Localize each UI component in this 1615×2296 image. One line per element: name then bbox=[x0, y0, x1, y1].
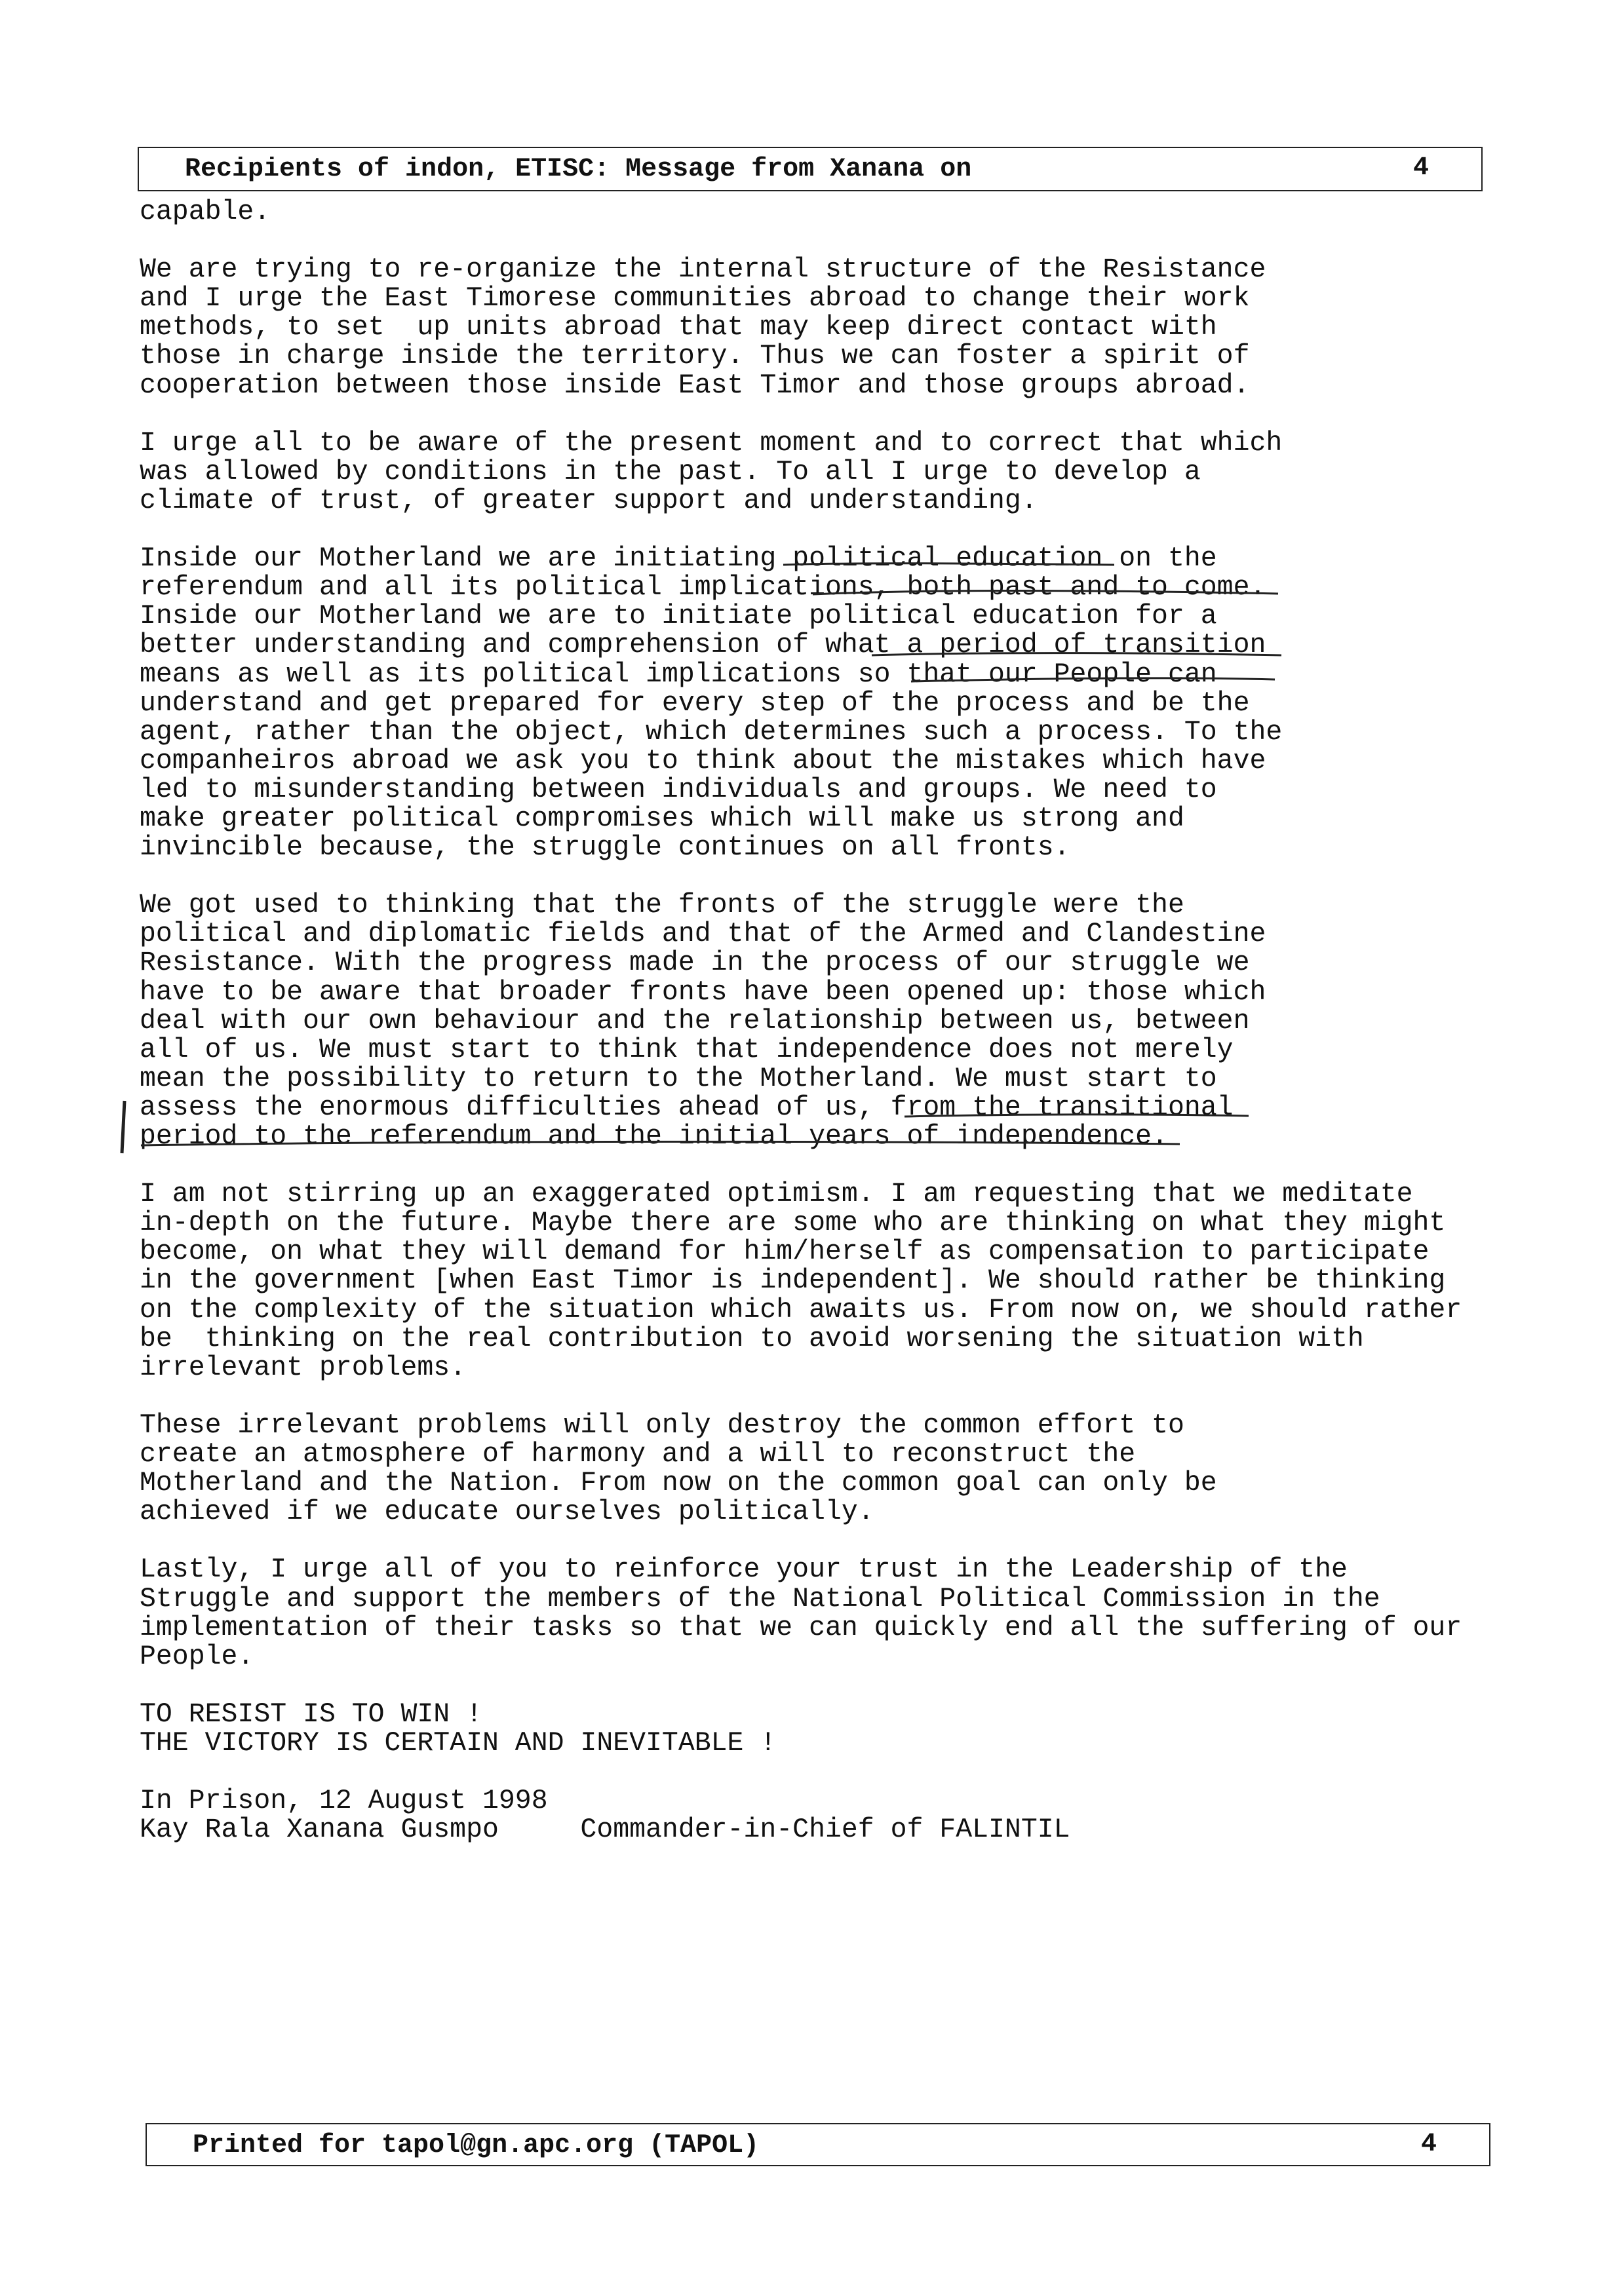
paragraph bbox=[140, 891, 1462, 1151]
text-line: all of us. We must start to think that independence does not merely bbox=[140, 1034, 1234, 1065]
text-line: I urge all to be aware of the present moment and to correct that which bbox=[140, 427, 1283, 459]
paragraph bbox=[140, 545, 1462, 862]
text-line: in-depth on the future. Maybe there are some who are thinking on what they might bbox=[140, 1208, 1446, 1239]
text-line: achieved if we educate ourselves politically. bbox=[140, 1497, 874, 1528]
paragraph bbox=[140, 1700, 1462, 1758]
text-line: Kay Rala Xanana Gusmpo Commander-in-Chief of FALINTIL bbox=[140, 1814, 1070, 1846]
text-line: climate of trust, of greater support and understanding. bbox=[140, 485, 1038, 516]
text-line: have to be aware that broader fronts have been opened up: those which bbox=[140, 976, 1266, 1008]
header-title: Recipients of indon, ETISC: Message from Xanana on bbox=[185, 155, 972, 184]
text-line: cooperation between those inside East Timor and those groups abroad. bbox=[140, 370, 1250, 401]
text-line: I am not stirring up an exaggerated optimism. I am requesting that we meditate bbox=[140, 1179, 1413, 1210]
paragraph bbox=[140, 1411, 1462, 1527]
text-line: TO RESIST IS TO WIN ! bbox=[140, 1698, 482, 1730]
text-line: create an atmosphere of harmony and a will to reconstruct the bbox=[140, 1439, 1136, 1470]
text-line: These irrelevant problems will only destroy the common effort to bbox=[140, 1409, 1184, 1441]
text-line: assess the enormous difficulties ahead of us, from the transitional bbox=[140, 1092, 1234, 1123]
text-line: methods, to set up units abroad that may keep direct contact with bbox=[140, 312, 1217, 343]
text-line: understand and get prepared for every step of the process and be the bbox=[140, 687, 1250, 719]
text-line: mean the possibility to return to the Motherland. We must start to bbox=[140, 1063, 1217, 1094]
text-line: companheiros abroad we ask you to think about the mistakes which have bbox=[140, 745, 1266, 776]
text-line: led to misunderstanding between individuals and groups. We need to bbox=[140, 774, 1217, 805]
paragraph bbox=[140, 256, 1462, 400]
text-line: THE VICTORY IS CERTAIN AND INEVITABLE ! bbox=[140, 1727, 777, 1759]
text-line: referendum and all its political implications, both past and to come. bbox=[140, 572, 1266, 603]
text-line: People. bbox=[140, 1641, 254, 1672]
footer-title: Printed for tapol@gn.apc.org (TAPOL) bbox=[193, 2131, 760, 2160]
text-line: in the government [when East Timor is independent]. We should rather be thinking bbox=[140, 1265, 1446, 1297]
text-line: those in charge inside the territory. Thus we can foster a spirit of bbox=[140, 341, 1250, 372]
text-line: and I urge the East Timorese communities abroad to change their work bbox=[140, 283, 1250, 315]
text-line: We are trying to re-organize the internal structure of the Resistance bbox=[140, 254, 1266, 286]
text-line: become, on what they will demand for him/herself as compensation to participate bbox=[140, 1236, 1430, 1268]
text-line: Motherland and the Nation. From now on the common goal can only be bbox=[140, 1468, 1217, 1499]
margin-bracket bbox=[122, 1101, 125, 1153]
text-line: Resistance. With the progress made in the process of our struggle we bbox=[140, 947, 1250, 979]
text-line: agent, rather than the object, which determines such a process. To the bbox=[140, 716, 1283, 748]
paragraph bbox=[140, 1787, 1462, 1845]
text-line: on the complexity of the situation which awaits us. From now on, we should rather bbox=[140, 1294, 1462, 1326]
text-line: implementation of their tasks so that we can quickly end all the suffering of our bbox=[140, 1612, 1462, 1643]
text-line: capable. bbox=[140, 197, 271, 227]
text-line: In Prison, 12 August 1998 bbox=[140, 1786, 548, 1817]
text-line: irrelevant problems. bbox=[140, 1352, 467, 1383]
document-body bbox=[140, 198, 1462, 1873]
text-line: make greater political compromises which will make us strong and bbox=[140, 803, 1184, 834]
text-line: better understanding and comprehension of what a period of transition bbox=[140, 630, 1266, 661]
paragraph bbox=[140, 429, 1462, 516]
text-line: Inside our Motherland we are to initiate political education for a bbox=[140, 601, 1217, 632]
paragraph bbox=[140, 1556, 1462, 1671]
page-footer bbox=[146, 2123, 1490, 2166]
text-line: be thinking on the real contribution to avoid worsening the situation with bbox=[140, 1323, 1364, 1354]
footer-page-number: 4 bbox=[1420, 2130, 1437, 2159]
text-line: We got used to thinking that the fronts of the struggle were the bbox=[140, 890, 1184, 921]
text-line: invincible because, the struggle continues on all fronts. bbox=[140, 832, 1070, 864]
paragraph bbox=[140, 198, 1462, 227]
text-line: deal with our own behaviour and the relationship between us, between bbox=[140, 1005, 1250, 1037]
paragraph bbox=[140, 1180, 1462, 1383]
header-page-number: 4 bbox=[1412, 153, 1429, 183]
text-line: period to the referendum and the initial years of independence. bbox=[140, 1121, 1168, 1152]
text-line: political and diplomatic fields and that of the Armed and Clandestine bbox=[140, 919, 1266, 950]
text-line: means as well as its political implications so that our People can bbox=[140, 659, 1217, 690]
page-header bbox=[138, 147, 1483, 191]
text-line: was allowed by conditions in the past. To all I urge to develop a bbox=[140, 456, 1201, 488]
text-line: Struggle and support the members of the National Political Commission in the bbox=[140, 1583, 1380, 1615]
text-line: Inside our Motherland we are initiating political education on the bbox=[140, 543, 1217, 575]
text-line: Lastly, I urge all of you to reinforce your trust in the Leadership of the bbox=[140, 1554, 1348, 1586]
